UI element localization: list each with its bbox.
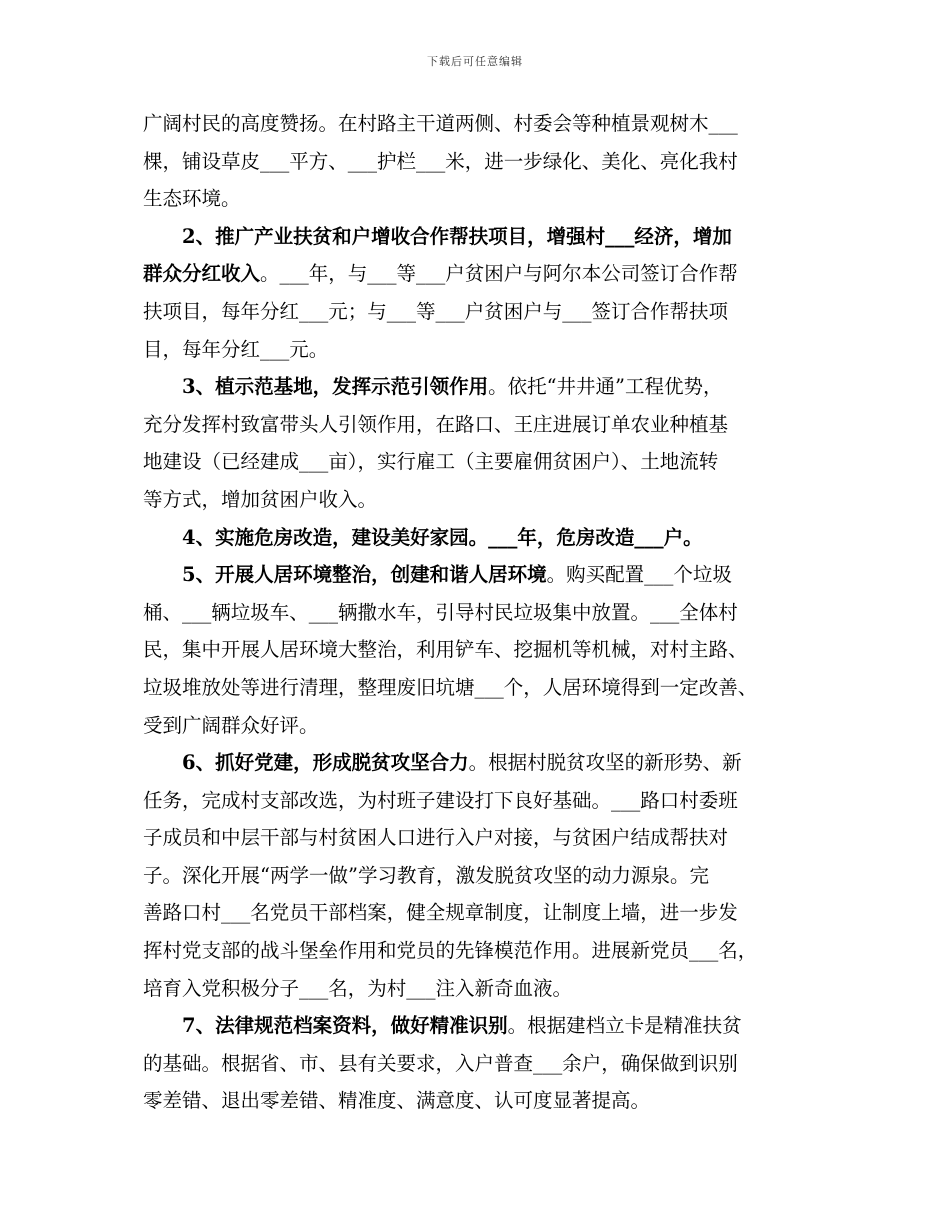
document-body [143, 105, 823, 1120]
text-line: 零差错、退出零差错、精准度、满意度、认可度显著提高。 [143, 1089, 651, 1113]
text-line: 棵，铺设草皮___平方、___护栏___米，进一步绿化、美化、亮化我村 [143, 149, 738, 173]
text-line: 生态环境。 [143, 187, 241, 211]
text-line: 充分发挥村致富带头人引领作用，在路口、王庄进展订单农业种植基 [143, 412, 729, 436]
text-line: 任务，完成村支部改选，为村班子建设打下良好基础。___路口村委班 [143, 788, 738, 812]
text-line: 桶、___辆垃圾车、___辆撒水车，引导村民垃圾集中放置。___全体村 [143, 600, 738, 624]
text-line: 等方式，增加贫困户收入。 [143, 487, 378, 511]
text-line: 扶项目，每年分红___元；与___等___户贫困户与___签订合作帮扶项 [143, 299, 729, 323]
page-header: 下载后可任意编辑 [427, 55, 523, 68]
text-line: 挥村党支部的战斗堡垒作用和党员的先锋模范作用。进展新党员___名， [143, 939, 758, 963]
text-line: 子。深化开展“两学一做”学习教育，激发脱贫攻坚的动力源泉。完 [143, 863, 709, 887]
paragraph-heading-3: 3、植示范基地，发挥示范引领作用。依托“井井通”工程优势， [182, 375, 723, 399]
text-line: 垃圾堆放处等进行清理，整理废旧坑塘___个，人居环境得到一定改善、 [143, 675, 758, 699]
text-line: 培育入党积极分子___名，为村___注入新奇血液。 [143, 976, 573, 1000]
text-line: 的基础。根据省、市、县有关要求，入户普查___余户，确保做到识别 [143, 1051, 738, 1075]
paragraph-heading-4: 4、实施危房改造，建设美好家园。___年，危房改造___户。 [182, 525, 703, 549]
text-line: 子成员和中层干部与村贫困人口进行入户对接，与贫困户结成帮扶对 [143, 826, 729, 850]
text-line: 民，集中开展人居环境大整治，利用铲车、挖掘机等机械，对村主路、 [143, 638, 748, 662]
paragraph-heading-6: 6、抓好党建，形成脱贫攻坚合力。根据村脱贫攻坚的新形势、新 [182, 751, 742, 775]
text-line: 地建设（已经建成___亩），实行雇工（主要雇佣贫困户）、土地流转 [143, 450, 719, 474]
text-line: 目，每年分红___元。 [143, 337, 329, 361]
paragraph-heading-5: 5、开展人居环境整治，创建和谐人居环境。购买配置___个垃圾 [182, 563, 732, 587]
paragraph-heading-2: 2、推广产业扶贫和户增收合作帮扶项目，增强村___经济，增加 [182, 224, 732, 248]
text-line: 群众分红收入。___年，与___等___户贫困户与阿尔本公司签订合作帮 [143, 262, 738, 286]
paragraph-heading-7: 7、法律规范档案资料，做好精准识别。根据建档立卡是精准扶贫 [182, 1014, 742, 1038]
text-line: 善路口村___名党员干部档案，健全规章制度，让制度上墙，进一步发 [143, 901, 738, 925]
text-line: 广阔村民的高度赞扬。在村路主干道两侧、村委会等种植景观树木___ [143, 112, 738, 135]
text-line: 受到广阔群众好评。 [143, 713, 319, 737]
